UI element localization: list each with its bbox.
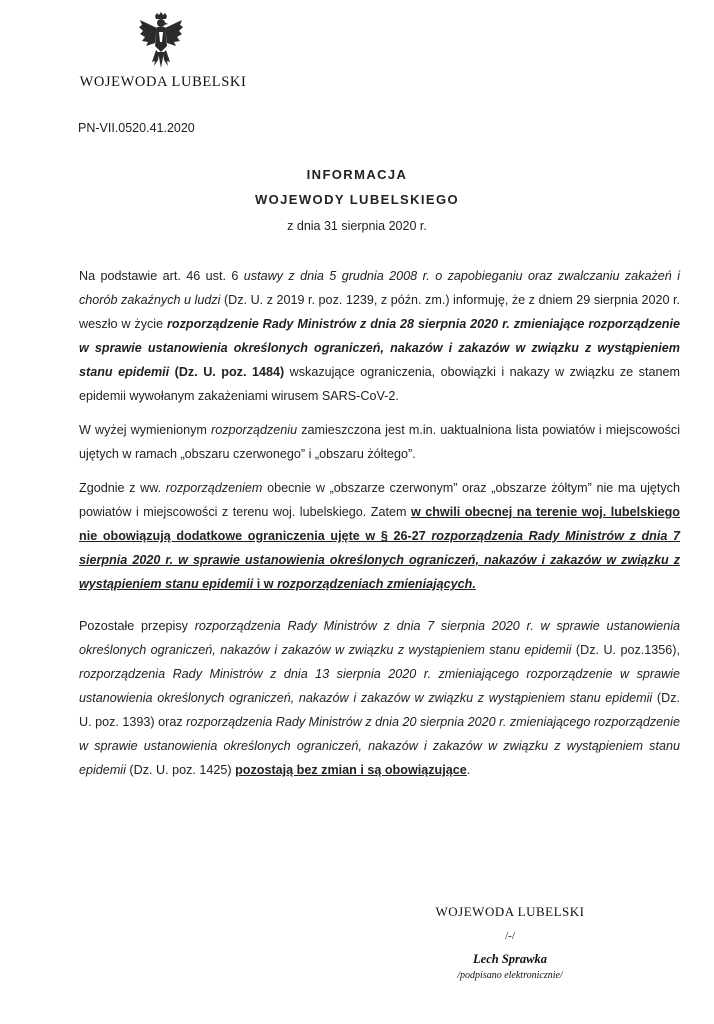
text-run: (Dz. U. poz. 1393) oraz [79,691,681,729]
text-run: w chwili obecnej na terenie woj. lubelskiego nie obowiązują dodatkowe ograniczenia ujęte w § 26-27 [79,505,680,543]
paragraph-zone-list [79,418,680,466]
text-run: Zgodnie z ww. [79,481,166,495]
paragraph-legal-basis [79,264,680,408]
signature-title: WOJEWODA LUBELSKI [435,904,585,919]
text-run: (Dz. U. poz. 1425) [125,763,236,777]
text-run: rozporządzeniem [165,481,263,495]
document-date: z dnia 31 sierpnia 2020 r. [287,219,427,233]
text-run: rozporządzenie Rady Ministrów z dnia 28 sierpnia 2020 r. zmieniające rozporządzenie w sprawie ustanowienia określonych ograniczeń, nakazów i zakazów w związku z wystąpieniem stanu epidemii [79,317,680,379]
text-run: . [466,763,471,777]
text-run: rozporządzenia Rady Ministrów z dnia 7 sierpnia 2020 r. w sprawie ustanowienia określonych ograniczeń, nakazów i zakazów w związku z wystąpieniem stanu epidemii [79,529,681,591]
text-run: rozporządzenia Rady Ministrów z dnia 7 sierpnia 2020 r. w sprawie ustanowienia określonych ograniczeń, nakazów i zakazów w związku z wystąpieniem stanu epidemii [79,619,680,657]
text-run: rozporządzeniach zmieniających. [277,577,476,591]
text-run: pozostają bez zmian i są obowiązujące [235,763,467,777]
polish-eagle-icon [138,12,184,70]
paragraph-remaining-provisions [79,614,680,782]
text-run: W wyżej wymienionym [79,423,211,437]
text-run: (Dz. U. poz.1356), [571,643,680,657]
text-run: ustawy z dnia 5 grudnia 2008 r. o zapobieganiu oraz zwalczaniu zakażeń i chorób zakaźnych u ludzi [79,269,680,307]
text-run: i w [253,577,278,591]
electronic-signature-note: /podpisano elektronicznie/ [457,970,563,981]
paragraph-restrictions [79,476,680,596]
text-run: rozporządzenia Rady Ministrów z dnia 13 sierpnia 2020 r. zmieniającego rozporządzenie w sprawie ustanowienia określonych ograniczeń, nakazów i zakazów w związku z wystąpieniem stanu epidemii [79,667,680,705]
document-subtitle: WOJEWODY LUBELSKIEGO [255,192,459,207]
issuing-office-name: WOJEWODA LUBELSKI [79,74,247,90]
text-run: rozporządzeniu [211,423,298,437]
reference-number: PN-VII.0520.41.2020 [78,121,195,135]
text-run: Pozostałe przepisy [79,619,195,633]
text-run: (Dz. U. poz. 1484) [174,365,285,379]
text-run: Na podstawie art. 46 ust. 6 [79,269,244,283]
document-title: INFORMACJA [306,167,408,182]
signature-mark: /-/ [505,930,515,942]
signatory-name: Lech Sprawka [473,952,547,966]
text-run: wskazujące ograniczenia, obowiązki i nakazy w związku ze stanem epidemii wywołanym zakażeniami wirusem SARS-CoV-2. [79,365,680,403]
text-run: (Dz. U. z 2019 r. poz. 1239, z późn. zm.) informuję, że z dniem 29 sierpnia 2020 r. weszło w życie [79,293,680,331]
text-run: rozporządzenia Rady Ministrów z dnia 20 sierpnia 2020 r. zmieniającego rozporządzenie w sprawie ustanowienia określonych ograniczeń, nakazów i zakazów w związku z wystąpieniem stanu epidemii [79,715,680,777]
text-run: zamieszczona jest m.in. uaktualniona lista powiatów i miejscowości ujętych w ramach „obszaru czerwonego” i „obszaru żółtego”. [79,423,680,461]
text-run: obecnie w „obszarze czerwonym” oraz „obszarze żółtym” nie ma ujętych powiatów i miejscowości z terenu woj. lubelskiego. Zatem [79,481,680,519]
document-body [79,264,680,792]
